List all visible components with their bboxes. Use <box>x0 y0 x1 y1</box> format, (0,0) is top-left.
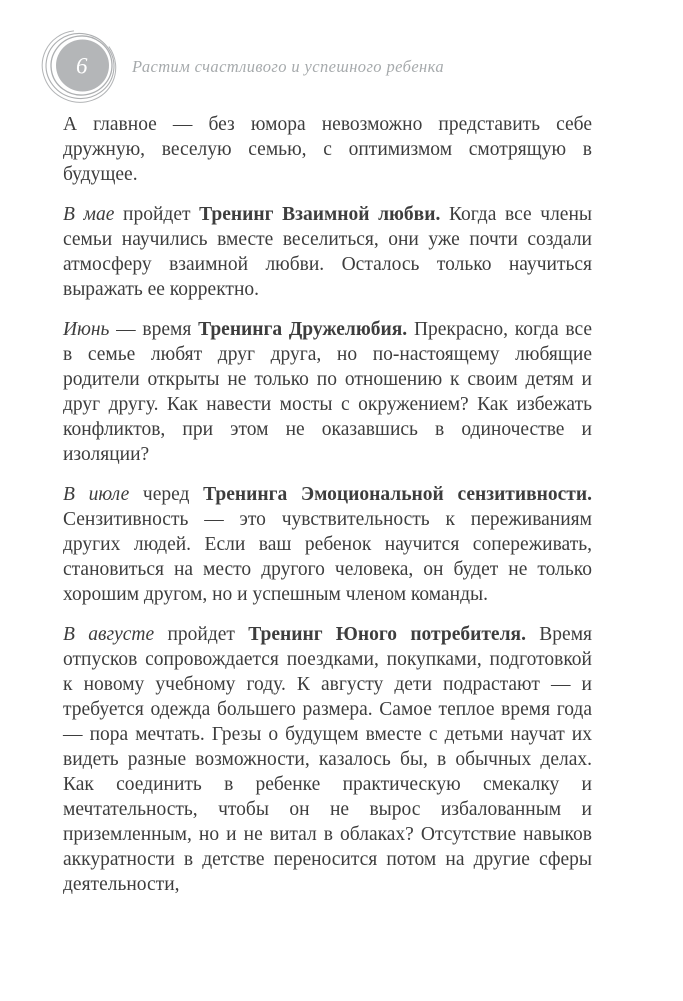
text-segment-normal: А главное — без юмора невозможно представить себе дружную, веселую семью, с оптимизмом смотрящую в будущее. <box>63 114 592 185</box>
text-segment-normal: пройдет <box>114 204 200 225</box>
page-header <box>40 25 444 109</box>
text-segment-bold: Тренинга Дружелюбия. <box>198 319 408 340</box>
text-segment-normal: Время отпусков сопровождается поездками, покупками, подготовкой к новому учебному году. К августу дети подрастают — и требуется одежда большего размера. Самое теплое время года — пора мечтать. Грезы о будущем вместе с детьми научат их видеть разные возможности, казалось бы, в обычных делах. Как соединить в ребенке практическую смекалку и мечтательность, чтобы он не вырос избалованным и приземленным, но и не витал в облаках? Отсутствие навыков аккуратности в детстве переносится потом на другие сферы деятельности, <box>63 624 593 895</box>
text-segment-normal: Прекрасно, когда все в семье любят друг друга, но по-настоящему любящие родители открыты не только по отношению к своим детям и друг другу. Как навести мосты с окружением? Как избежать конфликтов, при этом не оказавшись в одиночестве и изоляции? <box>63 319 592 465</box>
paragraph <box>63 482 592 607</box>
page-number: 6 <box>76 53 88 79</box>
text-segment-bold: Тренинг Взаимной любви. <box>199 204 441 225</box>
paragraph <box>63 112 592 187</box>
text-segment-normal: черед <box>129 484 204 505</box>
page-number-ornament <box>40 25 124 109</box>
text-segment-normal: — время <box>109 319 199 340</box>
text-segment-normal: Сензитивность — это чувствительность к переживаниям других людей. Если ваш ребенок научится сопереживать, становиться на место другого человека, он будет не только хорошим другом, но и успешным членом команды. <box>63 509 592 605</box>
paragraph <box>63 622 592 897</box>
paragraph <box>63 317 592 467</box>
text-segment-bold: Тренинг Юного потребителя. <box>248 624 526 645</box>
text-segment-italic: Июнь <box>63 319 110 340</box>
text-segment-normal: пройдет <box>154 624 249 645</box>
text-segment-italic: В июле <box>63 484 130 505</box>
running-title: Растим счастливого и успешного ребенка <box>132 57 444 76</box>
text-segment-italic: В мае <box>63 204 115 225</box>
paragraph <box>63 202 592 302</box>
text-segment-bold: Тренинга Эмоциональной сензитивности. <box>203 484 592 505</box>
text-segment-normal: Когда все члены семьи научились вместе веселиться, они уже почти создали атмосферу взаимной любви. Осталось только научиться выражать ее корректно. <box>63 204 592 300</box>
text-segment-italic: В августе <box>63 624 155 645</box>
body-text <box>63 112 592 912</box>
